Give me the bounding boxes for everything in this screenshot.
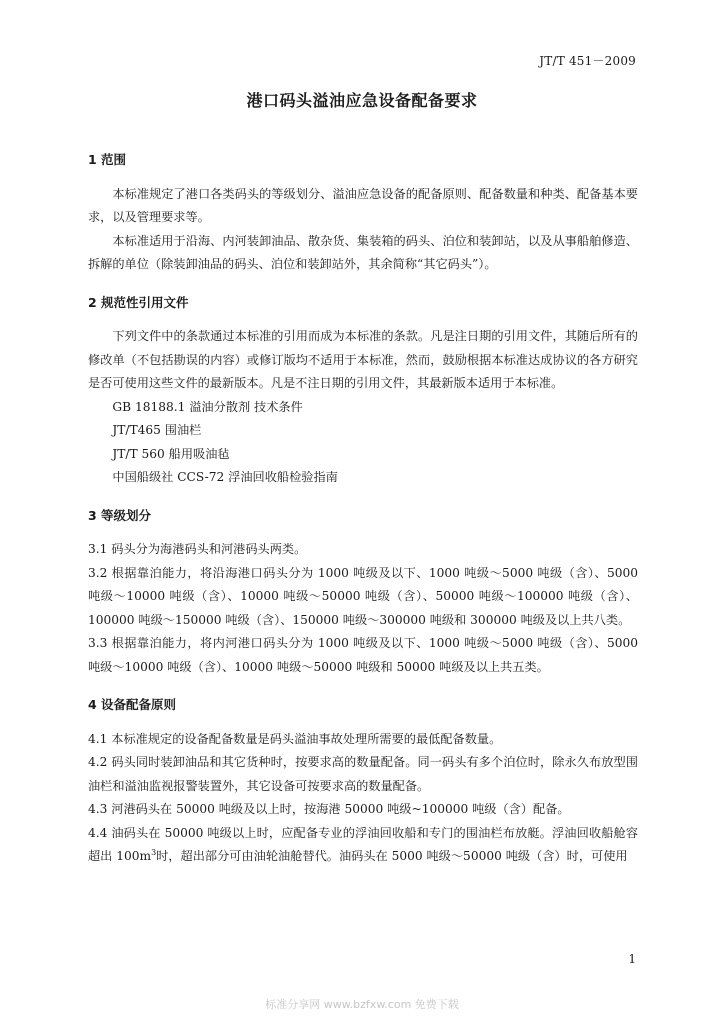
section-heading: 4 设备配备原则 xyxy=(88,697,177,712)
superscript: 3 xyxy=(151,847,157,857)
paragraph: 本标准适用于沿海、内河装卸油品、散杂货、集装箱的码头、泊位和装卸站，以及从事船舶修造、拆解的单位（除装卸油品的码头、泊位和装卸站外，其余简称“其它码头”）。 xyxy=(88,233,638,271)
section-normative-references xyxy=(88,291,638,490)
section-scope xyxy=(88,148,638,277)
page-number: 1 xyxy=(628,952,636,966)
reference-item: JT/T465 围油栏 xyxy=(112,423,202,437)
section-equipment-principles xyxy=(88,693,638,869)
clause: 4.2 码头同时装卸油品和其它货种时，按要求高的数量配备。同一码头有多个泊位时，除永久布放型围油栏和溢油监视报警装置外，其它设备可按要求高的数量配备。 xyxy=(88,755,638,793)
reference-item: 中国船级社 CCS-72 浮油回收船检验指南 xyxy=(112,470,338,484)
reference-item: JT/T 560 船用吸油毡 xyxy=(112,446,230,461)
standard-code: JT/T 451－2009 xyxy=(539,54,636,68)
clause-text: 4.4 油码头在 50000 吨级以上时，应配备专业的浮油回收船和专门的围油栏布放艇。浮油回收船舱容超出 100m xyxy=(88,825,638,863)
clause: 4.3 河港码头在 50000 吨级及以上时，按海港 50000 吨级~100000 吨级（含）配备。 xyxy=(88,802,570,816)
document-title: 港口码头溢油应急设备配备要求 xyxy=(246,91,478,110)
clause: 3.1 码头分为海港码头和河港码头两类。 xyxy=(88,542,307,556)
clause: 3.3 根据靠泊能力，将内河港口码头分为 1000 吨级及以下、1000 吨级～5000 吨级（含）、5000 吨级～10000 吨级（含）、10000 吨级～50000 吨级和 50000 吨级及以上共五类。 xyxy=(88,636,638,674)
reference-item: GB 18188.1 溢油分散剂 技术条件 xyxy=(112,399,303,414)
clause-text: 时，超出部分可由油轮油舱替代。油码头在 5000 吨级～50000 吨级（含）时，可使用 xyxy=(156,849,628,863)
paragraph: 本标准规定了港口各类码头的等级划分、溢油应急设备的配备原则、配备数量和种类、配备基本要求，以及管理要求等。 xyxy=(88,186,638,224)
section-classification xyxy=(88,504,638,680)
paragraph: 下列文件中的条款通过本标准的引用而成为本标准的条款。凡是注日期的引用文件，其随后所有的修改单（不包括勘误的内容）或修订版均不适用于本标准，然而，鼓励根据本标准达成协议的各方研究是否可使用这些文件的最新版本。凡是不注日期的引用文件，其最新版本适用于本标准。 xyxy=(88,329,638,390)
clause: 3.2 根据靠泊能力，将沿海港口码头分为 1000 吨级及以下、1000 吨级～5000 吨级（含）、5000 吨级～10000 吨级（含）、10000 吨级～50000 吨级（含）、50000 吨级～100000 吨级（含）、100000 吨级～150000 吨级（含）、150000 吨级～300000 吨级和 300000 吨级及以上共八类。 xyxy=(88,565,638,627)
section-heading: 2 规范性引用文件 xyxy=(88,294,189,310)
clause xyxy=(88,822,638,869)
section-heading: 1 范围 xyxy=(88,152,127,167)
clause: 4.1 本标准规定的设备配备数量是码头溢油事故处理所需要的最低配备数量。 xyxy=(88,731,502,746)
section-heading: 3 等级划分 xyxy=(88,507,152,523)
document-body xyxy=(88,148,638,869)
watermark: 标准分享网 www.bzfxw.com 免费下载 xyxy=(265,998,459,1011)
